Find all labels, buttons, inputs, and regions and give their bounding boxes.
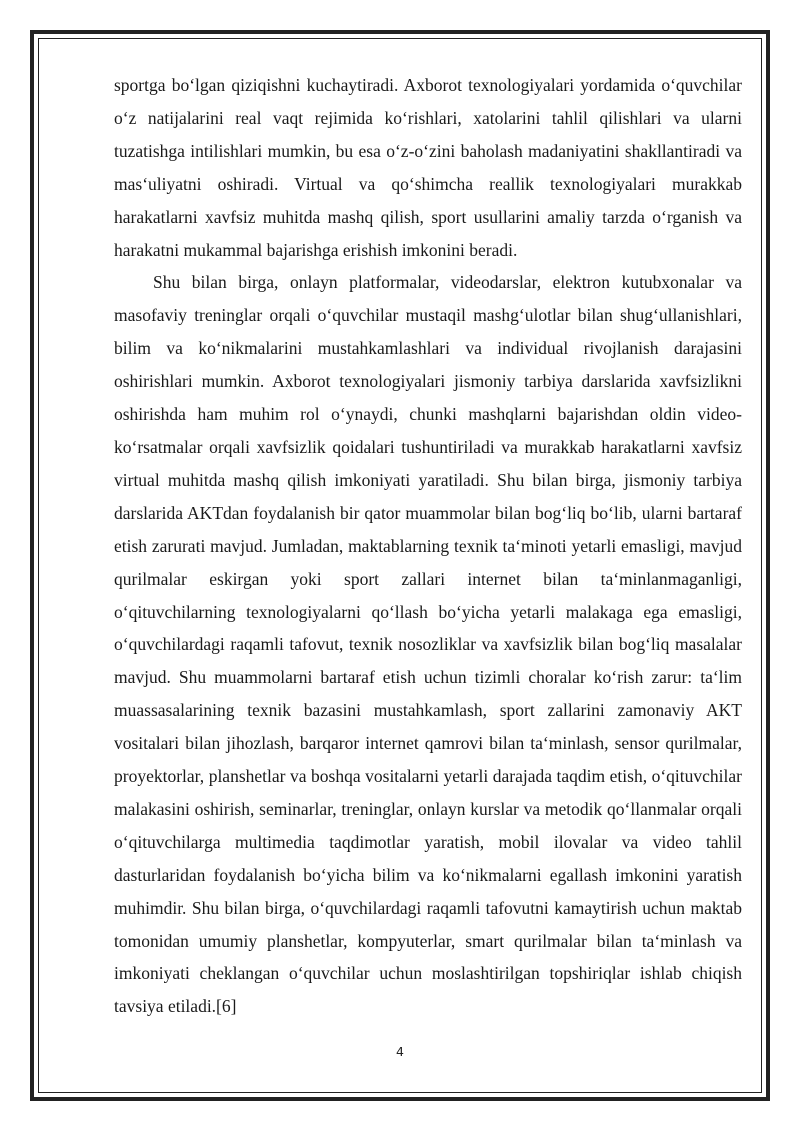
paragraph: Shu bilan birga, onlayn platformalar, videodarslar, elektron kutubxonalar va masofaviy treninglar orqali o‘quvchilar mustaqil mashg‘ulotlar bilan shug‘ullanishlari, bilim va ko‘nikmalarini mustahkamlashlari va individual rivojlanish darajasini oshirishlari mumkin. Axborot texnologiyalari jismoniy tarbiya darslarida xavfsizlikni oshirishda ham muhim rol o‘ynaydi, chunki mashqlarni bajarishdan oldin video-ko‘rsatmalar orqali xavfsizlik qoidalari tushuntiriladi va murakkab harakatlarni xavfsiz virtual muhitda mashq qilish imkoniyati yaratiladi. Shu bilan birga, jismoniy tarbiya darslarida AKTdan foydalanish bir qator muammolar bilan bog‘liq bo‘lib, ularni bartaraf etish zarurati mavjud. Jumladan, maktablarning texnik ta‘minoti yetarli emasligi, mavjud qurilmalar eskirgan yoki sport zallari internet bilan ta‘minlanmaganligi, o‘qituvchilarning texnologiyalarni qo‘llash bo‘yicha yetarli malakaga ega emasligi, o‘quvchilardagi raqamli tafovut, texnik nosozliklar va xavfsizlik bilan bog‘liq masalalar mavjud. Shu muammolarni bartaraf etish uchun tizimli choralar ko‘rish zarur: ta‘lim muassasalarining texnik bazasini mustahkamlash, sport zallarini zamonaviy AKT vositalari bilan jihozlash, barqaror internet qamrovi bilan ta‘minlash, sensor qurilmalar, proyektorlar, planshetlar va boshqa vositalarni yetarli darajada taqdim etish, o‘qituvchilar malakasini oshirish, seminarlar, treninglar, onlayn kurslar va metodik qo‘llanmalar orqali o‘qituvchilarga multimedia taqdimotlar yaratish, mobil ilovalar va video tahlil dasturlaridan foydalanish bo‘yicha bilim va ko‘nikmalarni egallash imkonini yaratish muhimdir. Shu bilan birga, o‘quvchilardagi raqamli tafovutni kamaytirish uchun maktab tomonidan umumiy planshetlar, kompyuterlar, smart qurilmalar bilan ta‘minlash va imkoniyati cheklangan o‘quvchilar uchun moslashtirilgan topshiriqlar ishlab chiqish tavsiya etiladi.[6] (114, 272, 742, 1017)
document-body (114, 69, 742, 1023)
paragraph-continued: sportga bo‘lgan qiziqishni kuchaytiradi. Axborot texnologiyalari yordamida o‘quvchilar o‘z natijalarini real vaqt rejimida ko‘rishlari, xatolarini tahlil qilishlari va ularni tuzatishga intilishlari mumkin, bu esa o‘z-o‘zini baholash madaniyatini shakllantiradi va mas‘uliyatni oshiradi. Virtual va qo‘shimcha reallik texnologiyalari murakkab harakatlarni xavfsiz muhitda mashq qilish, sport usullarini amaliy tarzda o‘rganish va harakatni mukammal bajarishga erishish imkonini beradi. (114, 75, 742, 260)
page-number: 4 (396, 1044, 404, 1059)
